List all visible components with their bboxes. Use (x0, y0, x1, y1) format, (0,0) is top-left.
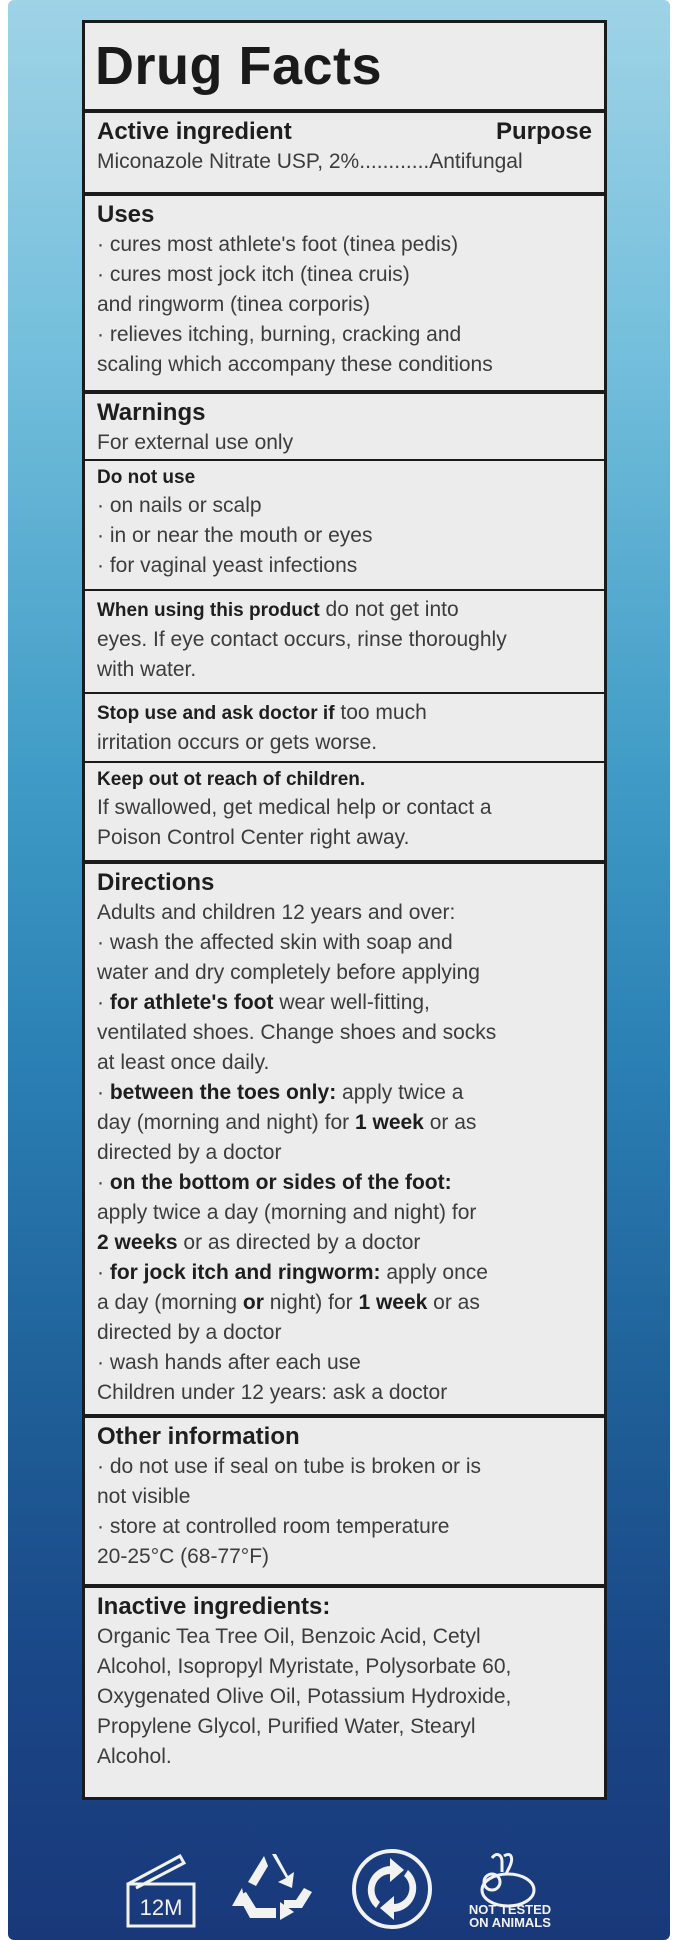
purpose-heading: Purpose (495, 118, 592, 145)
jock-itch-label: for jock itch and ringworm: (109, 1261, 381, 1284)
when-using-heading: When using this product (97, 600, 320, 621)
not-tested-line1: NOT TESTED (468, 1902, 552, 1917)
directions-text: night) for (263, 1291, 359, 1314)
stop-use-line (97, 698, 592, 728)
not-tested-on-animals-icon (462, 1848, 558, 1930)
when-using-text: do not get into (319, 598, 459, 621)
directions-line: apply twice a day (morning and night) for (97, 1201, 477, 1224)
directions-line: ventilated shoes. Change shoes and socks (97, 1021, 497, 1044)
not-tested-line2: ON ANIMALS (469, 1915, 551, 1930)
directions-heading: Directions (97, 869, 215, 896)
packaging-icons-row (0, 1848, 679, 1930)
directions-text: apply once (380, 1261, 488, 1284)
stop-use-text: too much (334, 701, 427, 724)
inactive-ingredients-line: Alcohol. (97, 1745, 172, 1768)
other-information-line: · store at controlled room temperature (97, 1515, 450, 1538)
do-not-use-line: · on nails or scalp (97, 494, 262, 517)
uses-line: and ringworm (tinea corporis) (97, 293, 371, 316)
directions-text: or as (427, 1291, 480, 1314)
directions-line (97, 1228, 592, 1258)
when-using-line: eyes. If eye contact occurs, rinse thoroughly (97, 628, 507, 651)
drug-facts-title-box (82, 20, 607, 113)
when-using-line (97, 595, 592, 625)
ingredient-name: Miconazole Nitrate USP, 2% (97, 150, 360, 173)
inactive-ingredients-section (82, 1588, 607, 1800)
other-information-line: 20-25°C (68-77°F) (97, 1545, 270, 1568)
directions-line: water and dry completely before applying (97, 961, 480, 984)
uses-heading: Uses (97, 201, 155, 228)
directions-line (97, 1168, 592, 1198)
uses-line: · relieves itching, burning, cracking and (97, 323, 462, 346)
uses-line: · cures most jock itch (tinea cruis) (97, 263, 410, 286)
active-ingredient-line (97, 147, 592, 177)
bottom-sides-label: on the bottom or sides of the foot: (109, 1171, 452, 1194)
keep-out-line: If swallowed, get medical help or contact a (97, 796, 492, 819)
directions-line (97, 1288, 592, 1318)
warnings-heading: Warnings (97, 399, 206, 426)
directions-text: apply twice a (336, 1081, 464, 1104)
or-label: or (242, 1291, 264, 1314)
between-toes-label: between the toes only: (109, 1081, 337, 1104)
directions-line (97, 1108, 592, 1138)
keep-out-heading: Keep out ot reach of children. (97, 769, 366, 790)
directions-line: Children under 12 years: ask a doctor (97, 1381, 448, 1404)
inactive-ingredients-line: Oxygenated Olive Oil, Potassium Hydroxide, (97, 1685, 512, 1708)
ingredient-purpose: Antifungal (429, 150, 523, 173)
do-not-use-heading: Do not use (97, 467, 196, 488)
directions-section (82, 864, 607, 1414)
do-not-use-line: · in or near the mouth or eyes (97, 524, 373, 547)
duration-label: 1 week (354, 1111, 424, 1134)
directions-text: wear well-fitting, (273, 991, 430, 1014)
directions-line: · wash the affected skin with soap and (97, 931, 453, 954)
bullet: · (97, 991, 110, 1014)
external-use-text: For external use only (97, 431, 294, 454)
inactive-ingredients-line: Alcohol, Isopropyl Myristate, Polysorbate 60, (97, 1655, 512, 1678)
keep-out-line: Poison Control Center right away. (97, 826, 410, 849)
directions-line (97, 988, 592, 1018)
when-using-section (82, 591, 607, 692)
directions-line (97, 1078, 592, 1108)
uses-line: scaling which accompany these conditions (97, 353, 493, 376)
other-information-line: · do not use if seal on tube is broken or is (97, 1455, 482, 1478)
directions-line: at least once daily. (97, 1051, 270, 1074)
pao-label: 12M (139, 1895, 183, 1920)
directions-text: a day (morning (97, 1291, 243, 1314)
directions-line: directed by a doctor (97, 1321, 282, 1344)
leader-dots: ............ (359, 150, 430, 173)
directions-text: or as (423, 1111, 477, 1134)
uses-section (82, 196, 607, 390)
stop-use-line: irritation occurs or gets worse. (97, 731, 378, 754)
stop-use-heading: Stop use and ask doctor if (97, 703, 335, 724)
uses-line: · cures most athlete's foot (tinea pedis) (97, 233, 459, 256)
active-ingredient-section (82, 113, 607, 192)
inactive-ingredients-heading: Inactive ingredients: (97, 1593, 331, 1620)
period-after-opening-icon (118, 1848, 204, 1930)
duration-label: 2 weeks (97, 1231, 178, 1254)
keep-out-section (82, 763, 607, 860)
other-information-section (82, 1418, 607, 1584)
active-ingredient-heading: Active ingredient (97, 118, 292, 145)
directions-line: directed by a doctor (97, 1141, 282, 1164)
athletes-foot-label: for athlete's foot (109, 991, 274, 1014)
bullet: · (97, 1171, 110, 1194)
duration-label: 1 week (358, 1291, 428, 1314)
drug-facts-title: Drug Facts (95, 36, 383, 96)
directions-line: · wash hands after each use (97, 1351, 361, 1374)
do-not-use-section (82, 461, 607, 589)
directions-line (97, 1258, 592, 1288)
when-using-line: with water. (97, 658, 197, 681)
directions-text: day (morning and night) for (97, 1111, 355, 1134)
stop-use-section (82, 694, 607, 761)
green-dot-icon (350, 1848, 434, 1930)
other-information-heading: Other information (97, 1423, 300, 1450)
warnings-section (82, 394, 607, 459)
inactive-ingredients-line: Propylene Glycol, Purified Water, Stearyl (97, 1715, 476, 1738)
bullet: · (97, 1261, 110, 1284)
recycle-icon (228, 1848, 316, 1930)
other-information-line: not visible (97, 1485, 191, 1508)
directions-line: Adults and children 12 years and over: (97, 901, 456, 924)
directions-text: or as directed by a doctor (177, 1231, 421, 1254)
do-not-use-line: · for vaginal yeast infections (97, 554, 358, 577)
inactive-ingredients-line: Organic Tea Tree Oil, Benzoic Acid, Cetyl (97, 1625, 481, 1648)
bullet: · (97, 1081, 110, 1104)
